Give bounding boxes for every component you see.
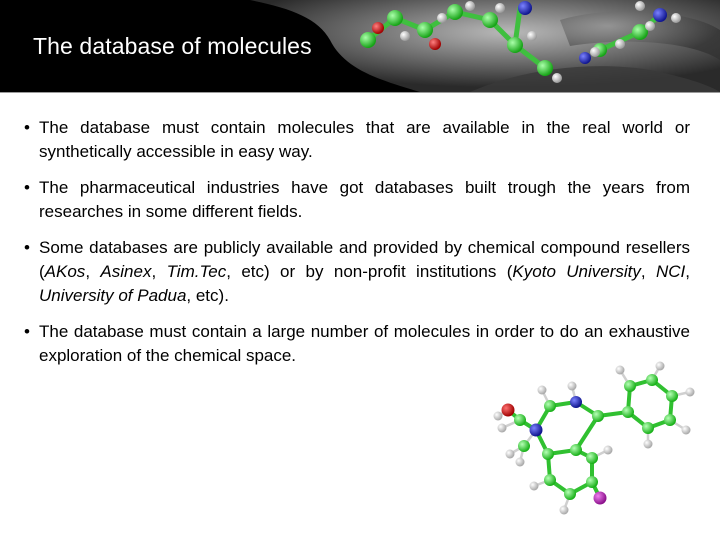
bullet-text-segment: ,	[685, 262, 691, 281]
vendor-name-akos: AKos	[44, 262, 86, 281]
title-banner	[0, 0, 720, 92]
bullet-text: The database must contain molecules that are available in the real world or synthetically accessible in easy way.	[39, 118, 690, 161]
bullet-text-segment: ,	[151, 262, 167, 281]
bullet-marker: •	[24, 238, 30, 257]
bullet-text-segment: , etc).	[186, 286, 229, 305]
title-divider	[0, 92, 720, 93]
vendor-name-timtec: Tim.Tec	[166, 262, 227, 281]
bullet-text-segment: ,	[640, 262, 656, 281]
bullet-marker: •	[24, 322, 30, 341]
institution-name-kyoto: Kyoto University	[512, 262, 641, 281]
slide-title: The database of molecules	[33, 33, 312, 59]
bullet-item	[24, 116, 690, 164]
bullet-text	[39, 238, 690, 305]
institution-name-padua: University of Padua	[39, 286, 187, 305]
bullet-list	[24, 116, 690, 380]
bullet-item	[24, 236, 690, 308]
bullet-text: The pharmaceutical industries have got databases built trough the years from researches in some different fields.	[39, 178, 690, 221]
bullet-text-segment: Some databases are publicly available and provided by chemical compound resellers (	[39, 238, 690, 281]
bullet-marker: •	[24, 178, 30, 197]
bullet-text-segment: ,	[85, 262, 101, 281]
bullet-text: The database must contain a large number of molecules in order to do an exhaustive exploration of the chemical space.	[39, 322, 690, 365]
bullet-item	[24, 176, 690, 224]
bullet-marker: •	[24, 118, 30, 137]
bullet-text-segment: , etc) or by non-profit institutions (	[226, 262, 513, 281]
vendor-name-asinex: Asinex	[100, 262, 152, 281]
molecule-ball-and-stick-image	[480, 358, 700, 528]
institution-name-nci: NCI	[656, 262, 686, 281]
